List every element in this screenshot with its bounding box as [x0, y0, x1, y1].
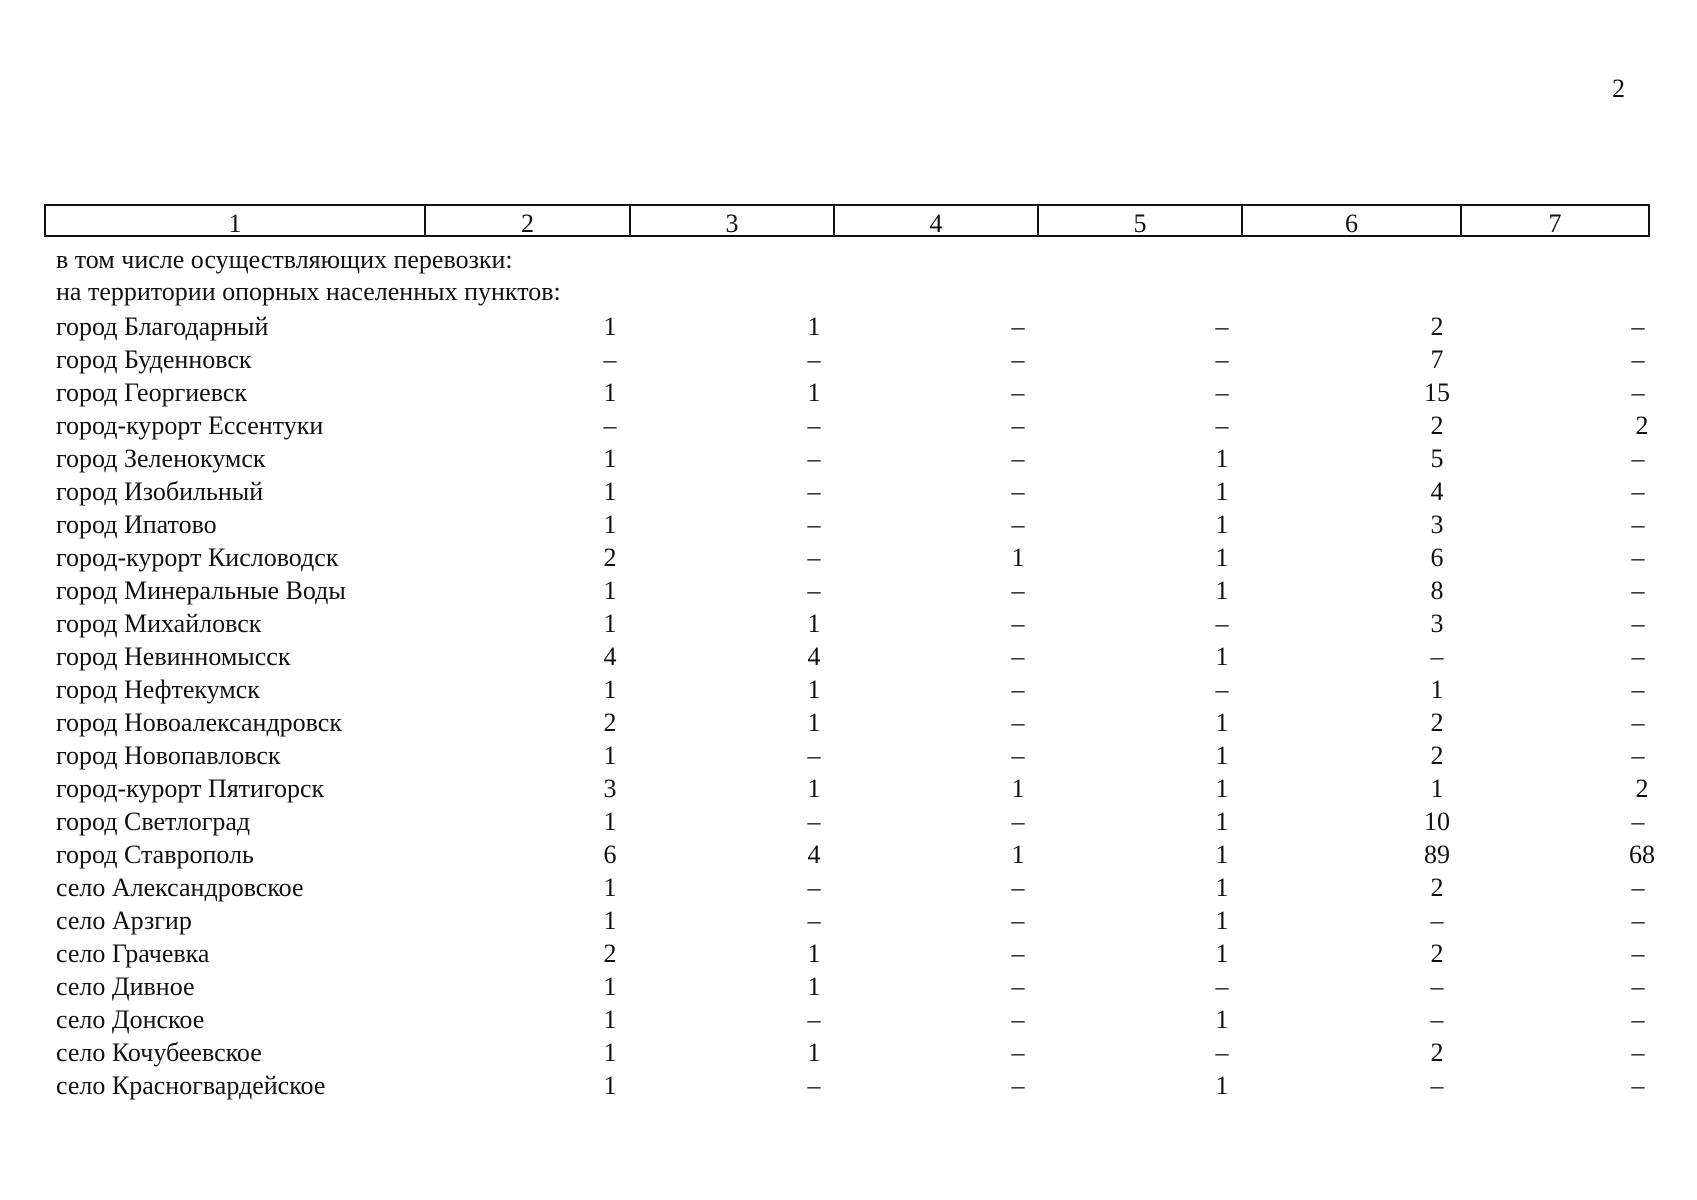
table-row [0, 442, 1697, 475]
cell-col-2: 1 [603, 741, 617, 770]
table-row [0, 772, 1697, 805]
cell-col-4: – [1011, 378, 1025, 407]
cell-col-2: 1 [603, 609, 617, 638]
cell-col-6: – [1430, 972, 1444, 1001]
cell-col-7: – [1631, 378, 1645, 407]
cell-col-4: 1 [1011, 543, 1025, 572]
cell-col-5: 1 [1215, 477, 1229, 506]
cell-col-4: – [1011, 1071, 1025, 1100]
cell-col-2: 1 [603, 378, 617, 407]
cell-col-2: 2 [603, 939, 617, 968]
cell-col-3: – [807, 873, 821, 902]
cell-col-7: – [1631, 906, 1645, 935]
cell-col-5: 1 [1215, 807, 1229, 836]
cell-col-4: – [1011, 444, 1025, 473]
cell-col-4: – [1011, 477, 1025, 506]
cell-col-5: 1 [1215, 774, 1229, 803]
cell-col-5: – [1215, 345, 1229, 374]
row-label: село Красногвардейское [56, 1071, 326, 1100]
cell-col-2: 1 [603, 312, 617, 341]
cell-col-4: – [1011, 510, 1025, 539]
cell-col-6: 2 [1430, 741, 1444, 770]
row-label: город-курорт Ессентуки [56, 411, 324, 440]
row-label: город Новопавловск [56, 741, 281, 770]
cell-col-3: – [807, 543, 821, 572]
table-row [0, 376, 1697, 409]
table-row [0, 937, 1697, 970]
cell-col-6: 10 [1424, 807, 1450, 836]
cell-col-2: 1 [603, 675, 617, 704]
cell-col-4: 1 [1011, 774, 1025, 803]
cell-col-7: – [1631, 807, 1645, 836]
cell-col-4: – [1011, 1005, 1025, 1034]
cell-col-7: – [1631, 873, 1645, 902]
cell-col-7: – [1631, 642, 1645, 671]
cell-col-5: 1 [1215, 840, 1229, 869]
row-label: город Ипатово [56, 510, 217, 539]
table-header-row [44, 204, 1650, 237]
cell-col-4: – [1011, 807, 1025, 836]
table-row [0, 673, 1697, 706]
cell-col-5: 1 [1215, 1071, 1229, 1100]
row-label: город Михайловск [56, 609, 262, 638]
cell-col-3: – [807, 576, 821, 605]
row-label: город Ставрополь [56, 840, 254, 869]
cell-col-5: 1 [1215, 576, 1229, 605]
cell-col-7: – [1631, 708, 1645, 737]
cell-col-4: – [1011, 972, 1025, 1001]
table-row [0, 541, 1697, 574]
cell-col-5: 1 [1215, 642, 1229, 671]
table-row [0, 904, 1697, 937]
cell-col-7: – [1631, 510, 1645, 539]
cell-col-5: 1 [1215, 939, 1229, 968]
cell-col-3: – [807, 741, 821, 770]
cell-col-5: 1 [1215, 444, 1229, 473]
cell-col-6: – [1430, 1005, 1444, 1034]
cell-col-3: – [807, 906, 821, 935]
cell-col-5: 1 [1215, 510, 1229, 539]
table-row [0, 640, 1697, 673]
cell-col-7: – [1631, 939, 1645, 968]
row-label: город Благодарный [56, 312, 269, 341]
cell-col-3: 1 [807, 1038, 821, 1067]
cell-col-2: 2 [603, 708, 617, 737]
intro-line-1: в том числе осуществляющих перевозки: [56, 245, 513, 274]
cell-col-2: 1 [603, 1038, 617, 1067]
cell-col-4: – [1011, 708, 1025, 737]
row-label: город Минеральные Воды [56, 576, 346, 605]
cell-col-7: – [1631, 345, 1645, 374]
table-row [0, 970, 1697, 1003]
cell-col-4: – [1011, 1038, 1025, 1067]
row-label: село Донское [56, 1005, 205, 1034]
cell-col-5: – [1215, 675, 1229, 704]
table-row [0, 607, 1697, 640]
cell-col-4: – [1011, 345, 1025, 374]
cell-col-5: – [1215, 411, 1229, 440]
cell-col-4: – [1011, 873, 1025, 902]
cell-col-4: – [1011, 576, 1025, 605]
cell-col-5: – [1215, 972, 1229, 1001]
cell-col-6: 5 [1430, 444, 1444, 473]
cell-col-4: – [1011, 411, 1025, 440]
cell-col-7: 2 [1635, 411, 1649, 440]
cell-col-3: 1 [807, 378, 821, 407]
cell-col-3: – [807, 1071, 821, 1100]
page-number: 2 [1612, 74, 1625, 103]
cell-col-3: 1 [807, 675, 821, 704]
cell-col-7: – [1631, 1005, 1645, 1034]
cell-col-3: 1 [807, 609, 821, 638]
cell-col-2: – [603, 411, 617, 440]
row-label: город Изобильный [56, 477, 264, 506]
cell-col-6: – [1430, 642, 1444, 671]
cell-col-5: 1 [1215, 906, 1229, 935]
row-label: город Зеленокумск [56, 444, 266, 473]
cell-col-6: – [1430, 1071, 1444, 1100]
table-row [0, 1003, 1697, 1036]
cell-col-6: 2 [1430, 939, 1444, 968]
table-row [0, 805, 1697, 838]
cell-col-2: 1 [603, 477, 617, 506]
cell-col-6: 89 [1424, 840, 1450, 869]
cell-col-4: – [1011, 741, 1025, 770]
cell-col-6: 4 [1430, 477, 1444, 506]
cell-col-6: 7 [1430, 345, 1444, 374]
cell-col-3: 1 [807, 708, 821, 737]
cell-col-2: 1 [603, 807, 617, 836]
row-label: город Георгиевск [56, 378, 248, 407]
cell-col-7: – [1631, 543, 1645, 572]
cell-col-3: – [807, 1005, 821, 1034]
table-row [0, 838, 1697, 871]
cell-col-3: 1 [807, 312, 821, 341]
cell-col-4: – [1011, 609, 1025, 638]
cell-col-3: – [807, 444, 821, 473]
cell-col-2: 1 [603, 576, 617, 605]
cell-col-7: – [1631, 576, 1645, 605]
cell-col-7: – [1631, 609, 1645, 638]
cell-col-7: – [1631, 972, 1645, 1001]
cell-col-7: – [1631, 675, 1645, 704]
row-label: город Невинномысск [56, 642, 291, 671]
cell-col-6: 3 [1430, 609, 1444, 638]
cell-col-7: 68 [1629, 840, 1655, 869]
cell-col-2: 1 [603, 972, 617, 1001]
table-row [0, 343, 1697, 376]
cell-col-6: 2 [1430, 1038, 1444, 1067]
table-body [0, 310, 1697, 1102]
table-row [0, 1069, 1697, 1102]
cell-col-5: 1 [1215, 1005, 1229, 1034]
table-row [0, 1036, 1697, 1069]
row-label: город Нефтекумск [56, 675, 260, 704]
cell-col-7: – [1631, 1071, 1645, 1100]
table-row [0, 310, 1697, 343]
row-label: город Буденновск [56, 345, 252, 374]
cell-col-2: – [603, 345, 617, 374]
cell-col-5: – [1215, 609, 1229, 638]
column-header-4: 4 [835, 206, 1039, 235]
cell-col-3: 4 [807, 840, 821, 869]
column-header-1: 1 [46, 206, 426, 235]
cell-col-2: 6 [603, 840, 617, 869]
table-row [0, 871, 1697, 904]
table-row [0, 574, 1697, 607]
cell-col-2: 2 [603, 543, 617, 572]
cell-col-3: – [807, 345, 821, 374]
cell-col-6: 2 [1430, 708, 1444, 737]
cell-col-7: 2 [1635, 774, 1649, 803]
cell-col-2: 1 [603, 1005, 617, 1034]
table-row [0, 706, 1697, 739]
cell-col-6: – [1430, 906, 1444, 935]
table-row [0, 739, 1697, 772]
cell-col-3: 1 [807, 972, 821, 1001]
cell-col-4: 1 [1011, 840, 1025, 869]
row-label: село Кочубеевское [56, 1038, 262, 1067]
cell-col-3: 1 [807, 774, 821, 803]
cell-col-2: 1 [603, 906, 617, 935]
cell-col-4: – [1011, 939, 1025, 968]
cell-col-6: 2 [1430, 312, 1444, 341]
column-header-7: 7 [1548, 209, 1562, 238]
cell-col-5: 1 [1215, 741, 1229, 770]
column-header-2: 2 [426, 206, 631, 235]
intro-line-2: на территории опорных населенных пунктов: [56, 277, 561, 306]
cell-col-2: 4 [603, 642, 617, 671]
row-label: село Арзгир [56, 906, 192, 935]
row-label: город Светлоград [56, 807, 251, 836]
table-row [0, 508, 1697, 541]
cell-col-5: 1 [1215, 543, 1229, 572]
cell-col-4: – [1011, 312, 1025, 341]
cell-col-3: – [807, 477, 821, 506]
cell-col-5: – [1215, 312, 1229, 341]
cell-col-7: – [1631, 444, 1645, 473]
cell-col-6: 8 [1430, 576, 1444, 605]
cell-col-3: – [807, 411, 821, 440]
row-label: город-курорт Пятигорск [56, 774, 325, 803]
cell-col-6: 2 [1430, 873, 1444, 902]
cell-col-5: – [1215, 1038, 1229, 1067]
cell-col-2: 1 [603, 873, 617, 902]
cell-col-7: – [1631, 1038, 1645, 1067]
row-label: город Новоалександровск [56, 708, 342, 737]
row-label: село Александровское [56, 873, 304, 902]
row-label: село Грачевка [56, 939, 210, 968]
cell-col-5: – [1215, 378, 1229, 407]
cell-col-7: – [1631, 477, 1645, 506]
cell-col-3: 1 [807, 939, 821, 968]
cell-col-6: 3 [1430, 510, 1444, 539]
row-label: город-курорт Кисловодск [56, 543, 339, 572]
cell-col-6: 1 [1430, 774, 1444, 803]
cell-col-7: – [1631, 312, 1645, 341]
column-header-5: 5 [1039, 206, 1243, 235]
cell-col-3: 4 [807, 642, 821, 671]
cell-col-4: – [1011, 675, 1025, 704]
cell-col-6: 6 [1430, 543, 1444, 572]
cell-col-6: 2 [1430, 411, 1444, 440]
cell-col-2: 1 [603, 510, 617, 539]
cell-col-3: – [807, 807, 821, 836]
cell-col-4: – [1011, 906, 1025, 935]
column-header-6: 6 [1243, 206, 1462, 235]
cell-col-3: – [807, 510, 821, 539]
cell-col-5: 1 [1215, 873, 1229, 902]
row-label: село Дивное [56, 972, 195, 1001]
table-row [0, 475, 1697, 508]
table-row [0, 409, 1697, 442]
cell-col-5: 1 [1215, 708, 1229, 737]
cell-col-7: – [1631, 741, 1645, 770]
column-header-3: 3 [631, 206, 835, 235]
cell-col-4: – [1011, 642, 1025, 671]
cell-col-2: 1 [603, 1071, 617, 1100]
cell-col-6: 15 [1424, 378, 1450, 407]
cell-col-6: 1 [1430, 675, 1444, 704]
cell-col-2: 3 [603, 774, 617, 803]
cell-col-2: 1 [603, 444, 617, 473]
